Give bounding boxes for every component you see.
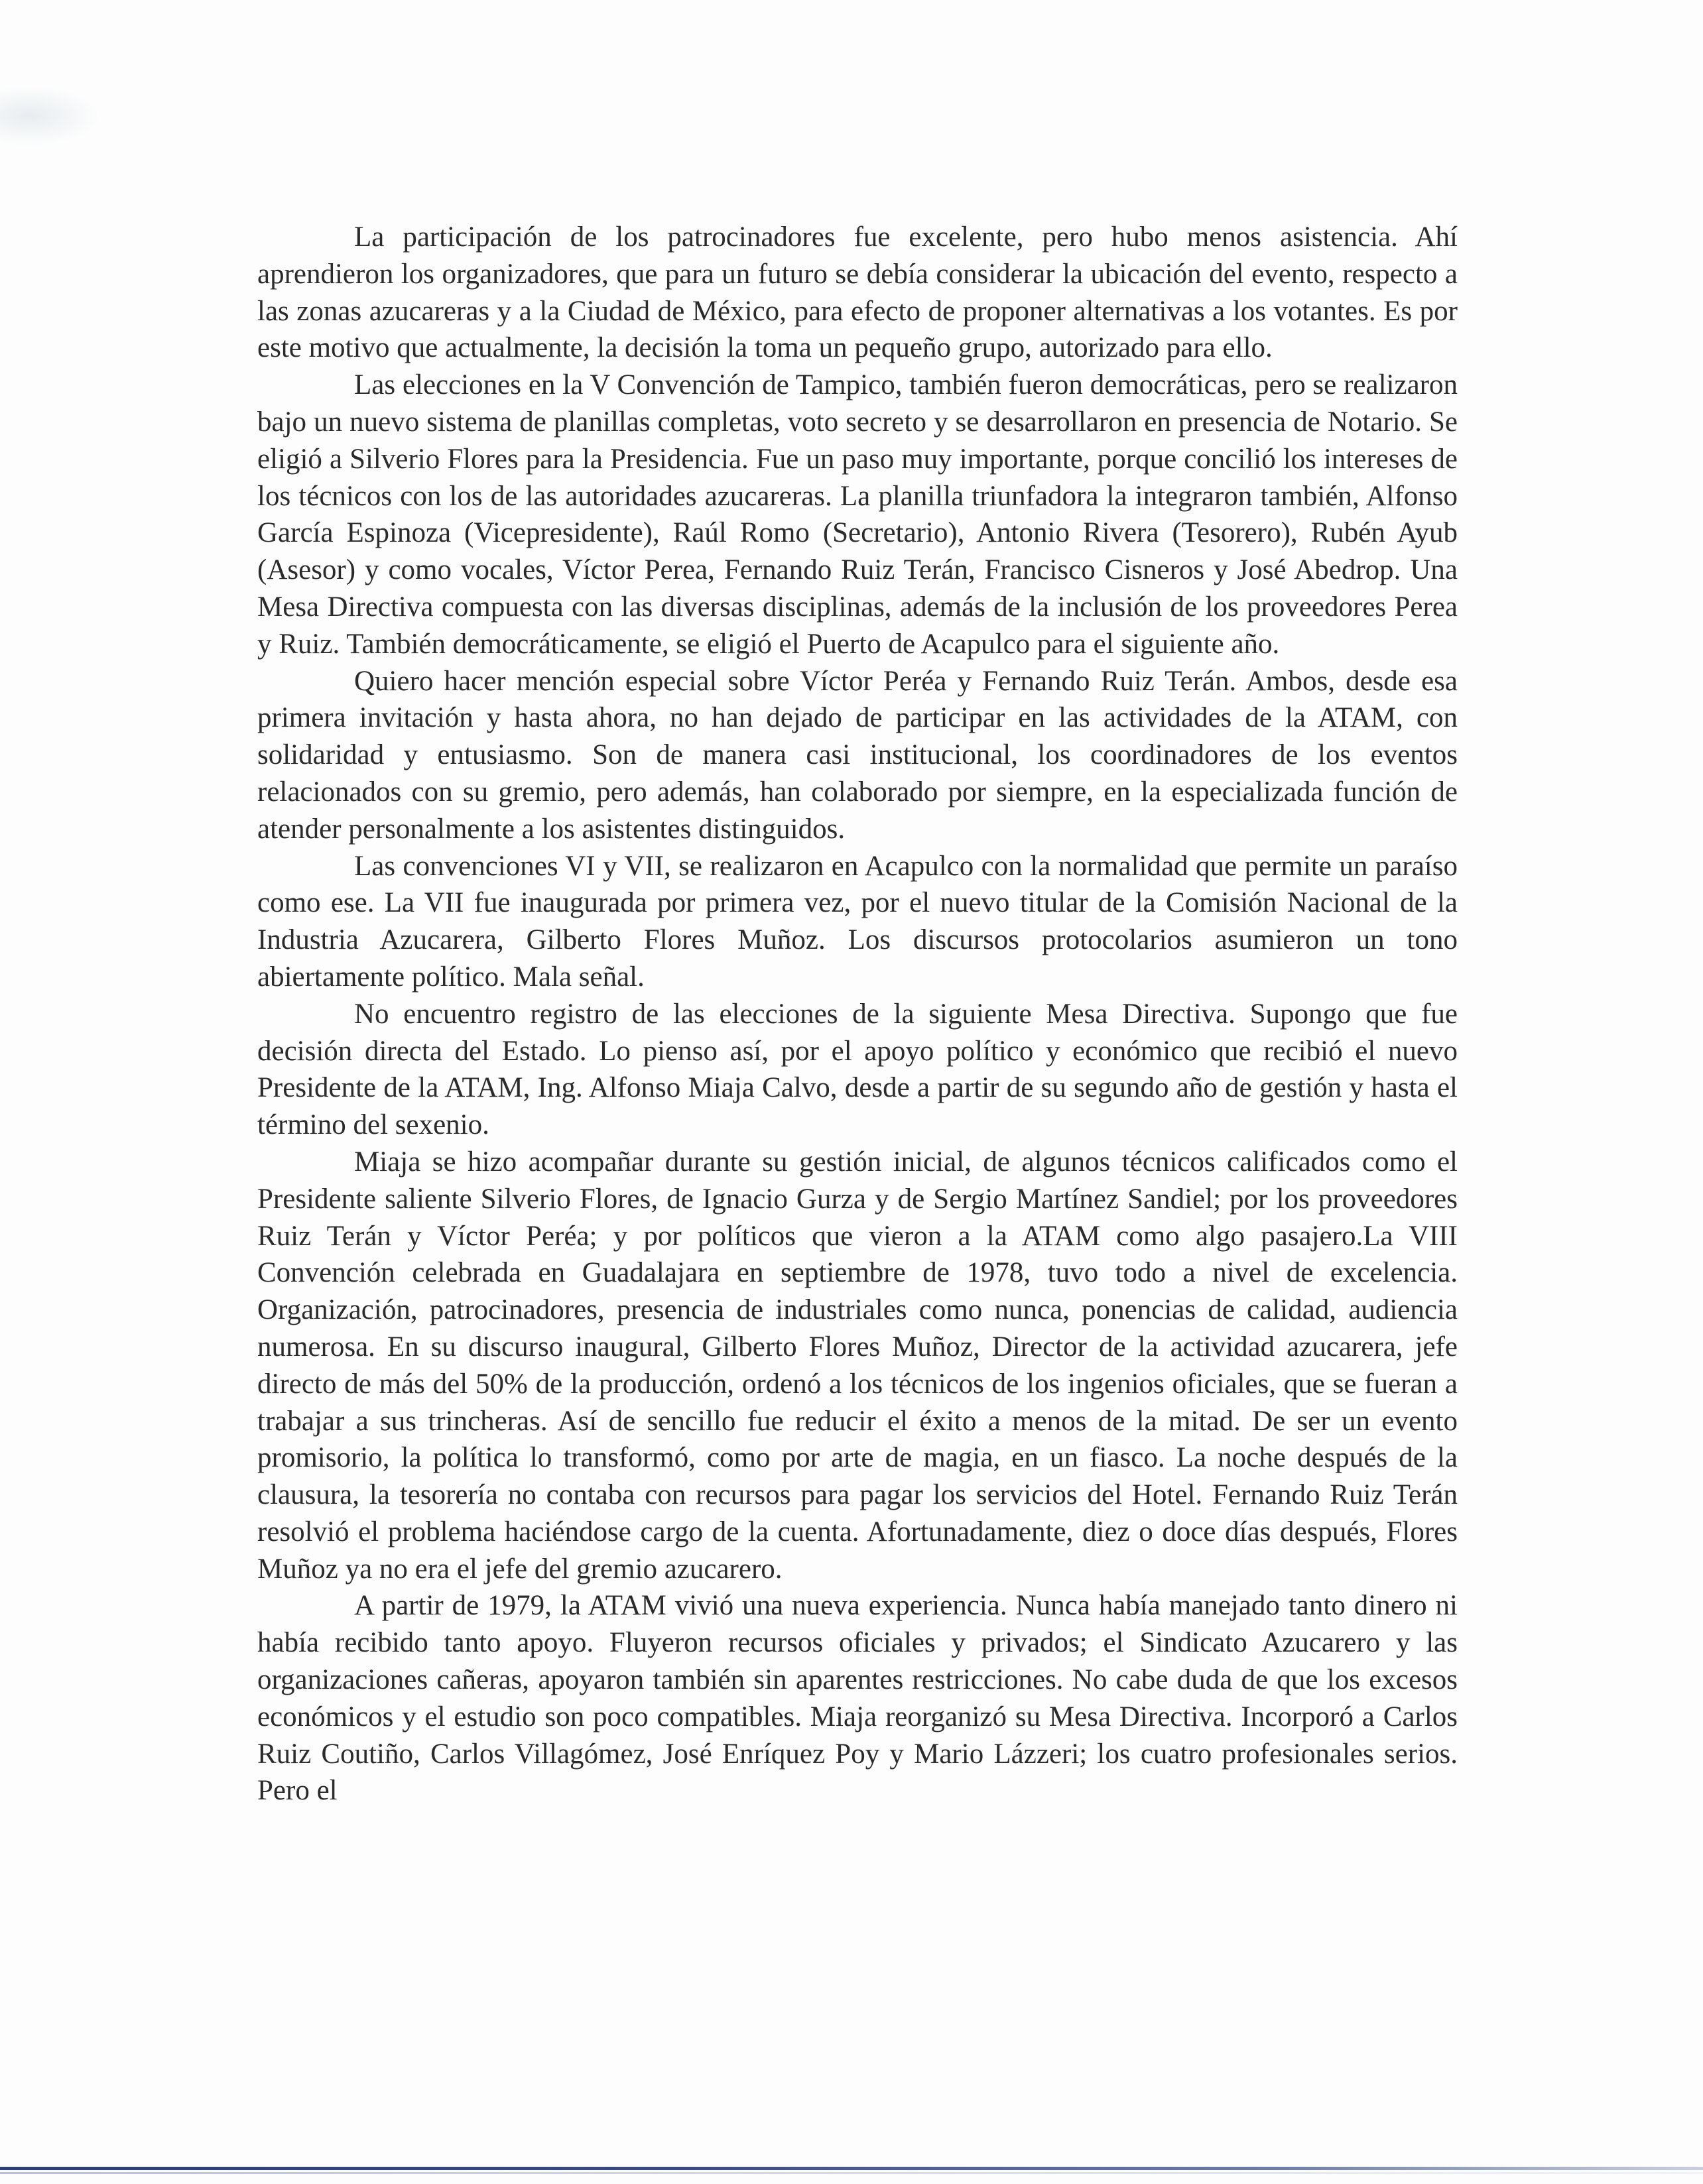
paragraph-4: Las convenciones VI y VII, se realizaron en Acapulco con la normalidad que permite un paraíso como ese. La VII fue inaugurada por primera vez, por el nuevo titular de la Comisión Nacional de la Industria Azucarera, Gilberto Flores Muñoz. Los discursos protocolarios asumieron un tono abiertamente político. Mala señal.: [257, 850, 1458, 993]
paragraph-6: Miaja se hizo acompañar durante su gestión inicial, de algunos técnicos calificados como el Presidente saliente Silverio Flores, de Ignacio Gurza y de Sergio Martínez Sandiel; por los proveedores Ruiz Terán y Víctor Peréa; y por políticos que vieron a la ATAM como algo pasajero.La VIII Convención celebrada en Guadalajara en septiembre de 1978, tuvo todo a nivel de excelencia. Organización, patrocinadores, presencia de industriales como nunca, ponencias de calidad, audiencia numerosa. En su discurso inaugural, Gilberto Flores Muñoz, Director de la actividad azucarera, jefe directo de más del 50% de la producción, ordenó a los técnicos de los ingenios oficiales, que se fueran a trabajar a sus trincheras. Así de sencillo fue reducir el éxito a menos de la mitad. De ser un evento promisorio, la política lo transformó, como por arte de magia, en un fiasco. La noche después de la clausura, la tesorería no contaba con recursos para pagar los servicios del Hotel. Fernando Ruiz Terán resolvió el problema haciéndose cargo de la cuenta. Afortunadamente, diez o doce días después, Flores Muñoz ya no era el jefe del gremio azucarero.: [257, 1146, 1458, 1585]
paragraph-5: No encuentro registro de las elecciones de la siguiente Mesa Directiva. Supongo que fue decisión directa del Estado. Lo pienso así, por el apoyo político y económico que recibió el nuevo Presidente de la ATAM, Ing. Alfonso Miaja Calvo, desde a partir de su segundo año de gestión y hasta el término del sexenio.: [257, 998, 1458, 1141]
paragraph-1: La participación de los patrocinadores fue excelente, pero hubo menos asistencia. Ahí aprendieron los organizadores, que para un futuro se debía considerar la ubicación del evento, respecto a las zonas azucareras y a la Ciudad de México, para efecto de proponer alternativas a los votantes. Es por este motivo que actualmente, la decisión la toma un pequeño grupo, autorizado para ello.: [257, 221, 1458, 364]
scan-bottom-edge: [0, 2167, 1703, 2170]
body-text: [257, 219, 1458, 1809]
paragraph-2: Las elecciones en la V Convención de Tampico, también fueron democráticas, pero se realizaron bajo un nuevo sistema de planillas completas, voto secreto y se desarrollaron en presencia de Notario. Se eligió a Silverio Flores para la Presidencia. Fue un paso muy importante, porque concilió los intereses de los técnicos con los de las autoridades azucareras. La planilla triunfadora la integraron también, Alfonso García Espinoza (Vicepresidente), Raúl Romo (Secretario), Antonio Rivera (Tesorero), Rubén Ayub (Asesor) y como vocales, Víctor Perea, Fernando Ruiz Terán, Francisco Cisneros y José Abedrop. Una Mesa Directiva compuesta con las diversas disciplinas, además de la inclusión de los proveedores Perea y Ruiz. También democráticamente, se eligió el Puerto de Acapulco para el siguiente año.: [257, 369, 1458, 660]
paragraph-7: A partir de 1979, la ATAM vivió una nueva experiencia. Nunca había manejado tanto dinero ni había recibido tanto apoyo. Fluyeron recursos oficiales y privados; el Sindicato Azucarero y las organizaciones cañeras, apoyaron también sin aparentes restricciones. No cabe duda de que los excesos económicos y el estudio son poco compatibles. Miaja reorganizó su Mesa Directiva. Incorporó a Carlos Ruiz Coutiño, Carlos Villagómez, José Enríquez Poy y Mario Lázzeri; los cuatro profesionales serios. Pero el: [257, 1590, 1458, 1807]
paragraph-3: Quiero hacer mención especial sobre Víctor Peréa y Fernando Ruiz Terán. Ambos, desde esa primera invitación y hasta ahora, no han dejado de participar en las actividades de la ATAM, con solidaridad y entusiasmo. Son de manera casi institucional, los coordinadores de los eventos relacionados con su gremio, pero además, han colaborado por siempre, en la especializada función de atender personalmente a los asistentes distinguidos.: [257, 665, 1458, 845]
scan-smudge: [0, 86, 99, 146]
scan-bottom-edge-shadow: [0, 2172, 1703, 2174]
